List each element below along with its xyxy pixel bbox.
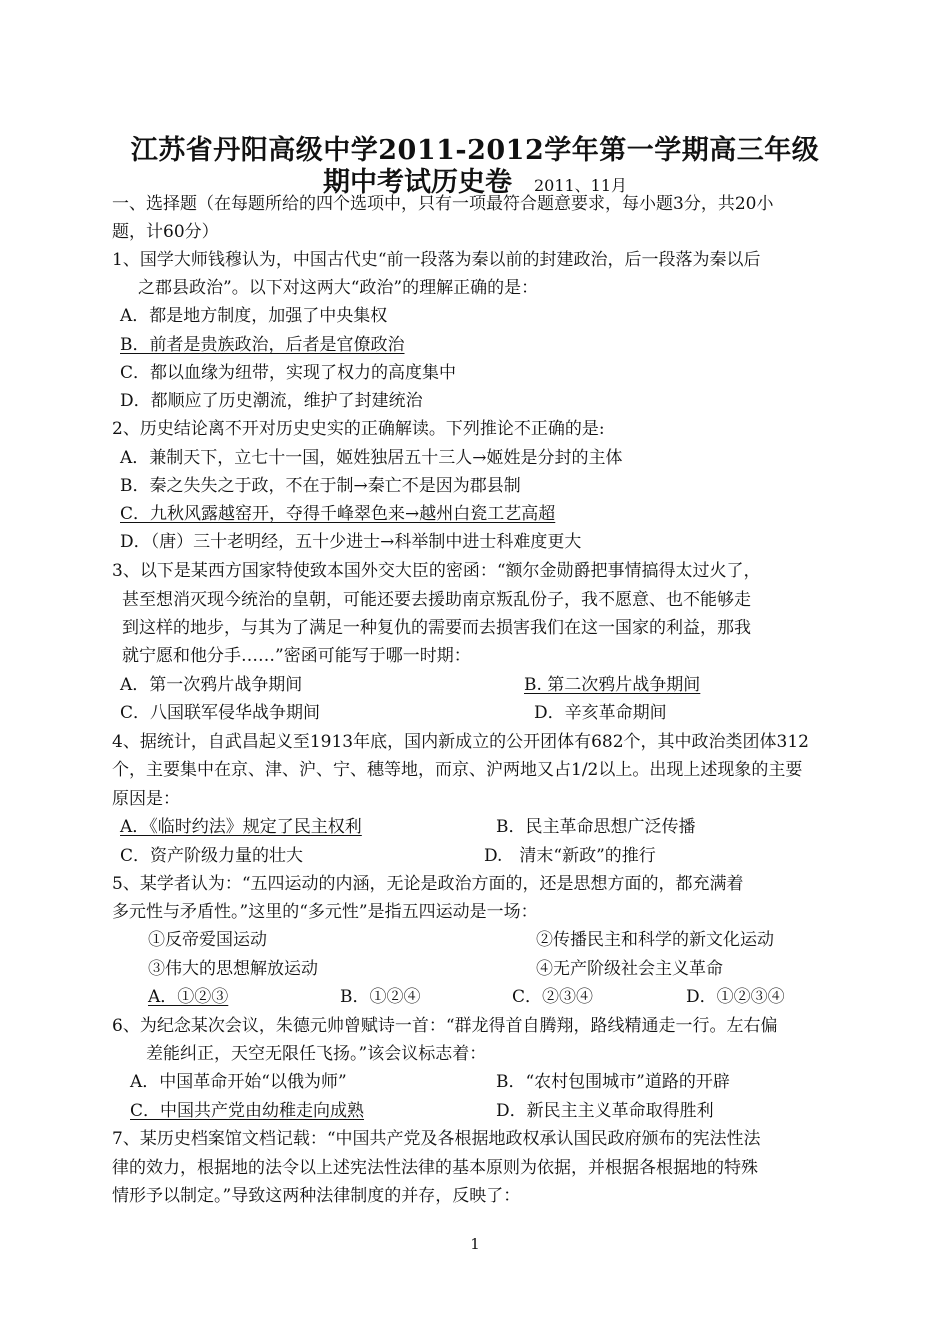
question-2-stem: 2、历史结论离不开对历史史实的正确解读。下列推论不正确的是: <box>112 419 605 439</box>
question-5-item-4: ④无产阶级社会主义革命 <box>536 959 723 979</box>
question-5-stem-cont: 多元性与矛盾性。”这里的“多元性”是指五四运动是一场： <box>112 902 538 922</box>
question-2-option-d: D．（唐）三十老明经，五十少进士→科举制中进士科难度更大 <box>120 532 582 552</box>
exam-title-line1: 江苏省丹阳高级中学2011-2012学年第一学期高三年级 <box>130 135 820 166</box>
question-4-option-b: B．民主革命思想广泛传播 <box>496 817 696 837</box>
question-6-stem-cont: 差能纠正，天空无限任飞扬。”该会议标志着： <box>146 1044 487 1064</box>
question-3-option-a: A．第一次鸦片战争期间 <box>120 675 303 695</box>
question-5-option-b: B．①②④ <box>340 987 421 1007</box>
question-3-option-c: C．八国联军侵华战争期间 <box>120 703 321 723</box>
question-3-option-d: D．辛亥革命期间 <box>534 703 667 723</box>
question-7-stem-cont1: 律的效力，根据地的法令以上述宪法性法律的基本原则为依据，并根据各根据地的特殊 <box>112 1158 758 1178</box>
question-5-item-3: ③伟大的思想解放运动 <box>148 959 318 979</box>
question-4-option-a: A．《临时约法》规定了民主权利 <box>120 817 362 837</box>
question-5-stem: 5、某学者认为：“五四运动的内涵，无论是政治方面的，还是思想方面的，都充满着 <box>112 874 744 894</box>
question-6-stem: 6、为纪念某次会议，朱德元帅曾赋诗一首：“群龙得首自腾翔，路线精通走一行。左右偏 <box>112 1016 778 1036</box>
question-3-stem-cont2: 到这样的地步，与其为了满足一种复仇的需要而去损害我们在这一国家的利益，那我 <box>122 618 751 638</box>
question-1-stem-cont: 之郡县政治”。以下对这两大“政治”的理解正确的是： <box>138 278 539 298</box>
exam-title-subject: 期中考试历史卷 <box>322 167 512 198</box>
question-1-option-a: A．都是地方制度，加强了中央集权 <box>120 306 388 326</box>
question-3-stem: 3、以下是某西方国家特使致本国外交大臣的密函：“额尔金勋爵把事情搞得太过火了， <box>112 561 761 581</box>
question-6-option-c: C．中国共产党由幼稚走向成熟 <box>130 1101 365 1121</box>
question-5-item-2: ②传播民主和科学的新文化运动 <box>536 930 774 950</box>
section-heading-cont: 题，计60分） <box>112 222 219 242</box>
question-7-stem-cont2: 情形予以制定。”导致这两种法律制度的并存，反映了： <box>112 1186 521 1206</box>
question-1-option-c: C．都以血缘为纽带，实现了权力的高度集中 <box>120 363 457 383</box>
question-2-option-b: B．秦之失失之于政，不在于制→秦亡不是因为郡县制 <box>120 476 521 496</box>
question-1-option-d: D．都顺应了历史潮流，维护了封建统治 <box>120 391 423 411</box>
question-3-option-b: B. 第二次鸦片战争期间 <box>524 675 701 695</box>
question-4-option-d: D. 清末“新政”的推行 <box>484 846 656 866</box>
question-4-stem: 4、据统计，自武昌起义至1913年底，国内新成立的公开团体有682个，其中政治类团体312 <box>112 732 809 752</box>
question-4-stem-cont2: 原因是： <box>112 789 180 809</box>
exam-date: 2011、11月 <box>533 176 628 195</box>
question-2-option-a: A．兼制天下，立七十一国，姬姓独居五十三人→姬姓是分封的主体 <box>120 448 623 468</box>
question-6-option-d: D．新民主主义革命取得胜利 <box>496 1101 714 1121</box>
page-number: 1 <box>470 1235 480 1253</box>
question-3-stem-cont3: 就宁愿和他分手……”密函可能写于哪一时期： <box>122 646 471 666</box>
question-1-stem: 1、国学大师钱穆认为，中国古代史“前一段落为秦以前的封建政治，后一段落为秦以后 <box>112 250 761 270</box>
question-5-option-c: C．②③④ <box>512 987 594 1007</box>
question-5-option-d: D．①②③④ <box>686 987 785 1007</box>
question-6-option-b: B．“农村包围城市”道路的开辟 <box>496 1072 730 1092</box>
question-5-option-a: A．①②③ <box>148 987 229 1007</box>
question-3-stem-cont1: 甚至想消灭现今统治的皇朝，可能还要去援助南京叛乱份子，我不愿意、也不能够走 <box>122 590 751 610</box>
question-5-item-1: ①反帝爱国运动 <box>148 930 267 950</box>
question-2-option-c: C．九秋风露越窑开，夺得千峰翠色来→越州白瓷工艺高超 <box>120 504 556 524</box>
question-1-option-b: B．前者是贵族政治，后者是官僚政治 <box>120 335 405 355</box>
section-heading: 一、选择题（在每题所给的四个选项中，只有一项最符合题意要求，每小题3分，共20小 <box>112 194 774 214</box>
question-4-option-c: C．资产阶级力量的壮大 <box>120 846 304 866</box>
question-4-stem-cont1: 个，主要集中在京、津、沪、宁、穗等地，而京、沪两地又占1/2以上。出现上述现象的主要 <box>112 760 803 780</box>
question-7-stem: 7、某历史档案馆文档记载：“中国共产党及各根据地政权承认国民政府颁布的宪法性法 <box>112 1129 761 1149</box>
question-6-option-a: A．中国革命开始“以俄为师” <box>130 1072 347 1092</box>
